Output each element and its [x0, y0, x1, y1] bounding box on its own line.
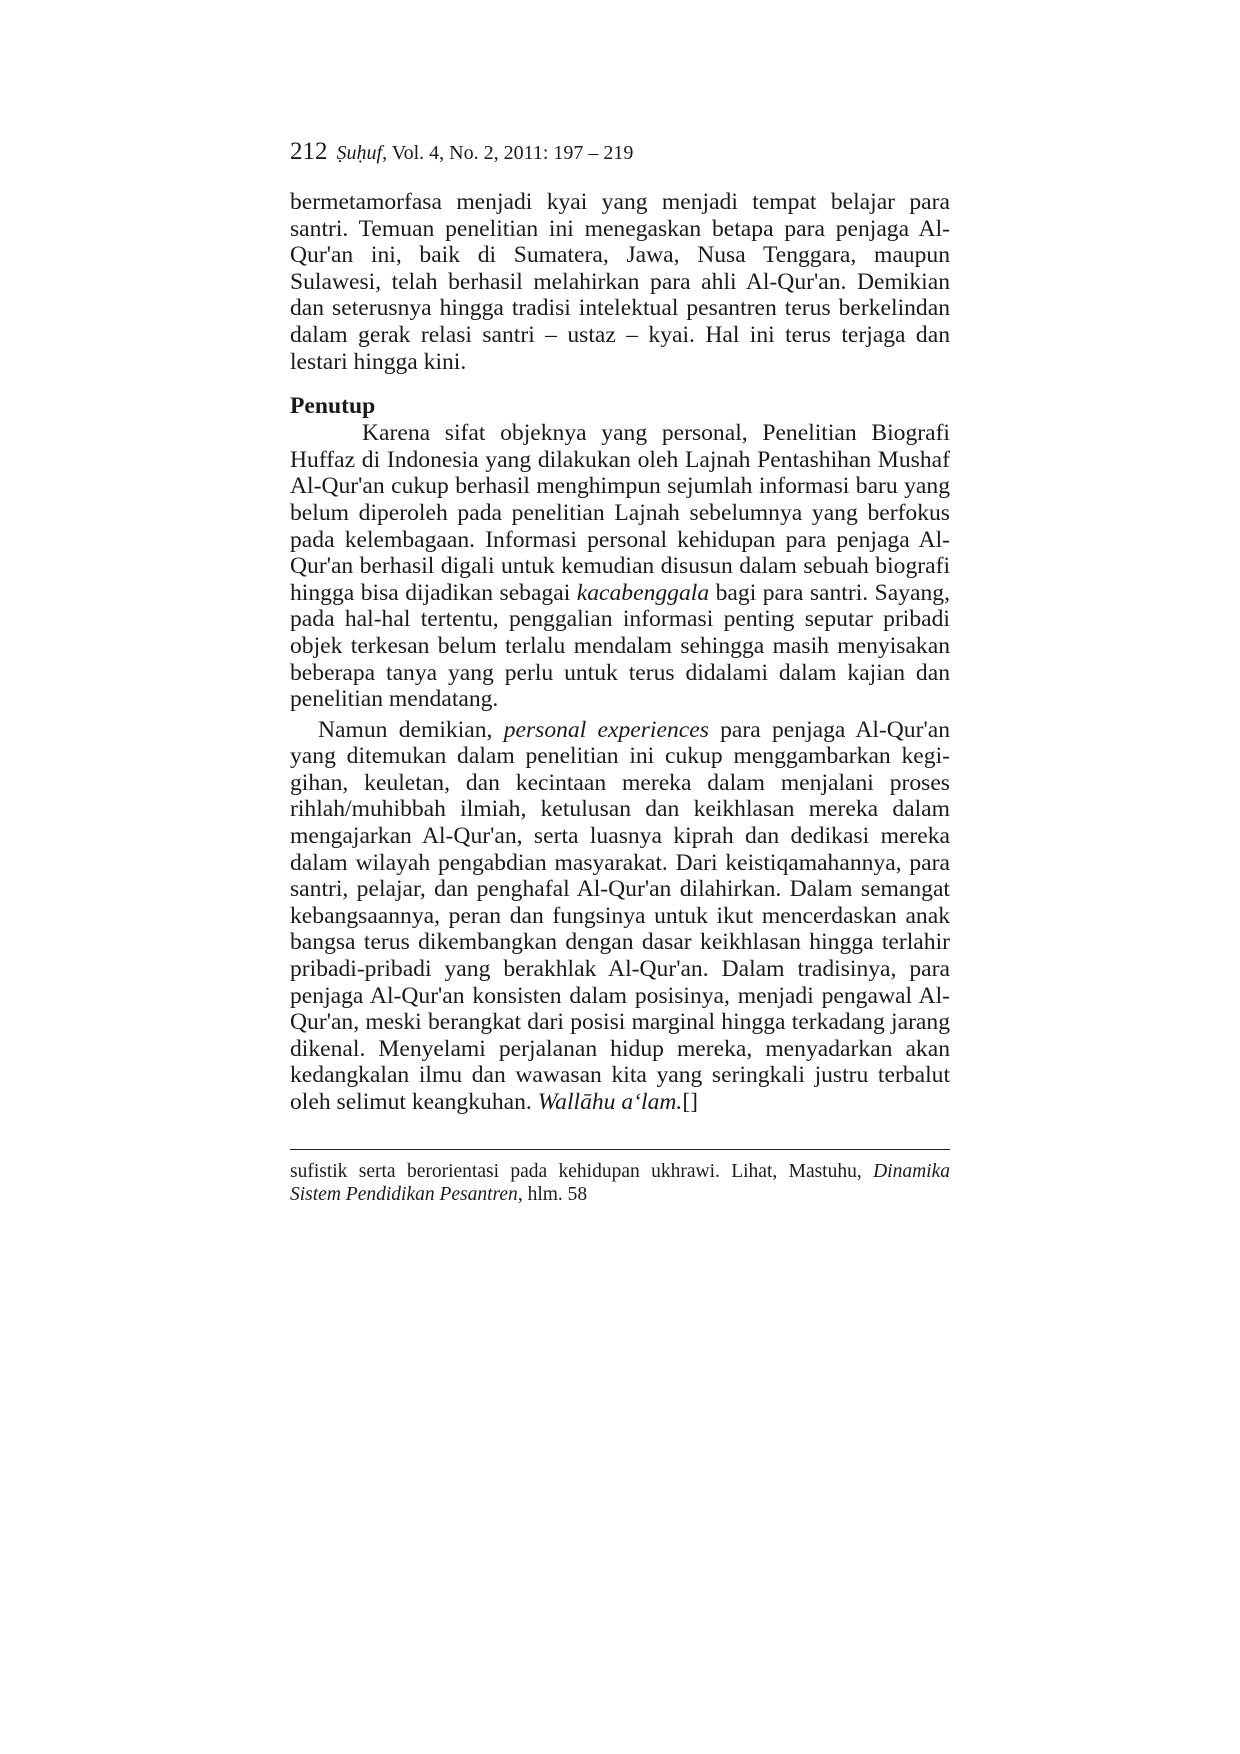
running-header [290, 138, 950, 167]
italic-term-personal-experiences: personal experiences [503, 716, 709, 743]
body-paragraph-2 [290, 420, 950, 713]
footnote-text-b: , hlm. 58 [517, 1183, 588, 1205]
journal-citation: , Vol. 4, No. 2, 2011: 197 – 219 [382, 142, 634, 164]
footnote-separator [290, 1149, 950, 1150]
footnote [290, 1160, 950, 1206]
end-of-article-mark: [] [682, 1089, 699, 1115]
journal-name: Ṣuḥuf [336, 142, 383, 164]
body-paragraph-3 [290, 717, 950, 1116]
page-number: 212 [290, 138, 328, 165]
footnote-book-title: Dinamika Sistem Pendidikan Pesantren [290, 1160, 950, 1205]
footnote-text-a: sufistik serta berorientasi pada kehidupan ukhrawi. Lihat, Mastuhu, [290, 1160, 874, 1182]
closing-phrase: Wallāhu a‘lam. [537, 1089, 683, 1115]
paragraph-3-text-a: Namun demikian, [318, 716, 504, 743]
paragraph-3-text-b: para penjaga Al-Qur'an yang ditemukan dalam penelitian ini cukup menggambarkan kegigihan, keuletan, dan kecintaan mereka dalam menjalani proses rihlah/muhibbah ilmiah, ketulusan dan keikhlasan mereka dalam mengajarkan Al-Qur'an, serta luasnya kiprah dan dedikasi mereka dalam wilayah pengabdian masyarakat. Dari keistiqamahannya, para santri, pelajar, dan penghafal Al-Qur'an dilahirkan. Dalam semangat kebangsaannya, peran dan fungsinya untuk ikut mencerdaskan anak bangsa terus dikembangkan dengan dasar keikhlasan hingga terlahir pribadi-pribadi yang berakhlak Al-Qur'an. Dalam tradisinya, para penjaga Al-Qur'an konsisten dalam posisinya, menjadi pengawal Al-Qur'an, meski berangkat dari posisi marginal hingga terkadang jarang dikenal. Menyelami perjalanan hidup mereka, menyadarkan akan kedangkalan ilmu dan wawasan kita yang seringkali justru terbalut oleh selimut keangkuhan. [290, 716, 950, 1115]
paragraph-2-text-b: bagi para santri. Sayang, pada hal-hal tertentu, penggalian informasi penting seputar pribadi objek terkesan belum terlalu mendalam sehingga masih menyisakan beberapa tanya yang perlu untuk terus didalami dalam kajian dan penelitian mendatang. [290, 579, 951, 713]
paragraph-2-text-a: Karena sifat objeknya yang personal, Penelitian Biografi Huffaz di Indonesia yang dilakukan oleh Lajnah Pentashihan Mushaf Al-Qur'an cukup berhasil menghimpun sejumlah informasi baru yang belum diperoleh pada penelitian Lajnah sebelumnya yang berfokus pada kelembagaan. Informasi personal kehidupan para penjaga Al-Qur'an berhasil digali untuk kemudian disusun dalam sebuah biografi hingga bisa dijadikan sebagai [290, 420, 950, 606]
body-paragraph-1: bermetamorfasa menjadi kyai yang menjadi tempat belajar para santri. Temuan penelitian ini menegaskan betapa para penjaga Al-Qur'an ini, baik di Sumatera, Jawa, Nusa Tenggara, maupun Sulawesi, telah berhasil melahirkan para ahli Al-Qur'an. Demikian dan seterusnya hingga tradisi intelektual pesantren terus berkelindan dalam gerak relasi santri – ustaz – kyai. Hal ini terus terjaga dan lestari hingga kini. [290, 189, 950, 375]
journal-page [290, 138, 950, 1225]
italic-term-kacabenggala: kacabenggala [576, 579, 710, 606]
section-heading-penutup: Penutup [290, 393, 376, 420]
